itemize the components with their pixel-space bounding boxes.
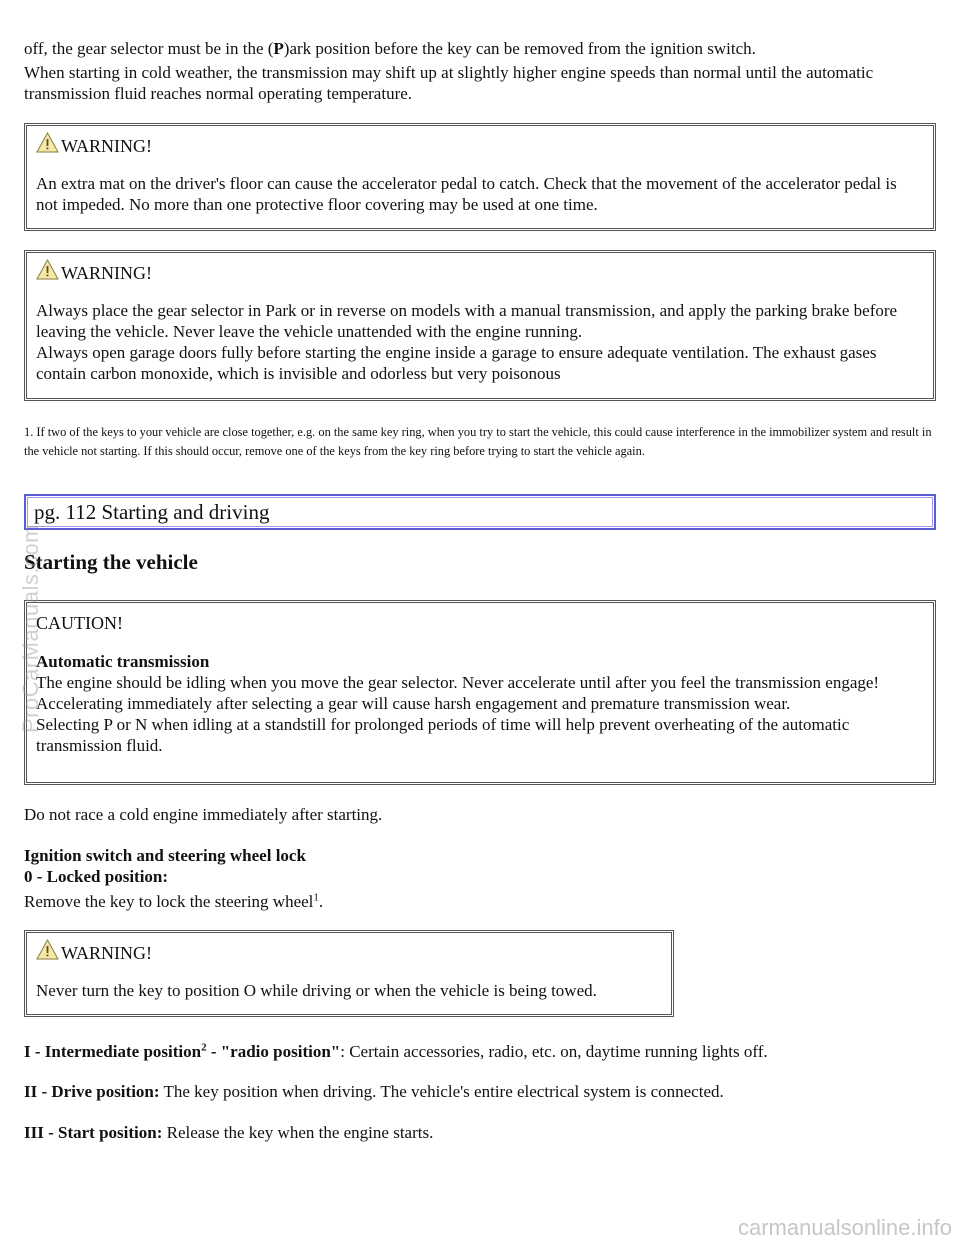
caution-box: [24, 600, 936, 785]
warning-body: An extra mat on the driver's floor can cause the accelerator pedal to catch. Check that the movement of the accelerator pedal is not impeded. No more than one protective floor covering may be used at one time.: [36, 174, 897, 214]
position-1-line: I - Intermediate position$^2$ - "radio position": Certain accessories, radio, etc. on, daytime running lights off.: [24, 1041, 768, 1061]
position-0-text: Remove the key to lock the steering wheel$^1$.: [24, 891, 324, 911]
warning-triangle-icon: [36, 259, 59, 280]
warning-header: [36, 263, 925, 284]
side-watermark: [0, 505, 43, 735]
ignition-heading: Ignition switch and steering wheel lock: [24, 846, 306, 865]
warning-triangle-icon: [36, 939, 59, 960]
position-2-line: II - Drive position: The key position when driving. The vehicle's entire electrical system is connected.: [24, 1082, 724, 1101]
intro-line-1: off, the gear selector must be in the (P)ark position before the key can be removed from the ignition switch.: [24, 39, 756, 58]
warning-header: [36, 136, 925, 157]
warning-header: [36, 943, 663, 964]
warning-title: WARNING!: [61, 943, 152, 963]
caution-subtitle: Automatic transmission: [36, 652, 210, 671]
cold-engine-note: Do not race a cold engine immediately after starting.: [24, 805, 383, 824]
watermark-text: ProCarManuals.com: [18, 523, 43, 733]
warning-body-2: Always open garage doors fully before starting the engine inside a garage to ensure adequate ventilation. The exhaust gases contain carbon monoxide, which is invisible and odorless but very poisonous: [36, 343, 877, 383]
warning-title: WARNING!: [61, 263, 152, 283]
position-0-label: 0 - Locked position:: [24, 867, 169, 886]
warning-title: WARNING!: [61, 136, 152, 156]
footer-watermark: carmanualsonline.info: [737, 1215, 952, 1240]
intro-line-2: When starting in cold weather, the transmission may shift up at slightly higher engine speeds than normal until the automatic transmission fluid reaches normal operating temperature.: [24, 63, 874, 103]
footnote: 1. If two of the keys to your vehicle are close together, e.g. on the same key ring, when you try to start the vehicle, this could cause interference in the immobilizer system and result in the vehicle not starting. If this should occur, remove one of the keys from the key ring before trying to start the vehicle again.: [24, 425, 932, 458]
position-3-line: III - Start position: Release the key when the engine starts.: [24, 1123, 434, 1142]
caution-body-2: Selecting P or N when idling at a standstill for prolonged periods of time will help prevent overheating of the automatic transmission fluid.: [36, 715, 850, 755]
warning-body-1: Always place the gear selector in Park or in reverse on models with a manual transmission, and apply the parking brake before leaving the vehicle. Never leave the vehicle unattended with the engine running.: [36, 301, 898, 341]
warning-body: Never turn the key to position O while driving or when the vehicle is being towed.: [36, 981, 597, 1000]
warning-box-2: [24, 250, 936, 401]
caution-body-1: The engine should be idling when you move the gear selector. Never accelerate until after you feel the transmission engage! Accelerating immediately after selecting a gear will cause harsh engagement and premature transmission wear.: [36, 673, 880, 713]
section-heading: Starting the vehicle: [24, 550, 198, 574]
warning-box-3: [24, 930, 674, 1017]
caution-title: CAUTION!: [36, 613, 123, 633]
page-section-label: pg. 112 Starting and driving: [27, 497, 933, 527]
warning-box-1: [24, 123, 936, 231]
warning-triangle-icon: [36, 132, 59, 153]
page-section-bar: [24, 494, 936, 530]
